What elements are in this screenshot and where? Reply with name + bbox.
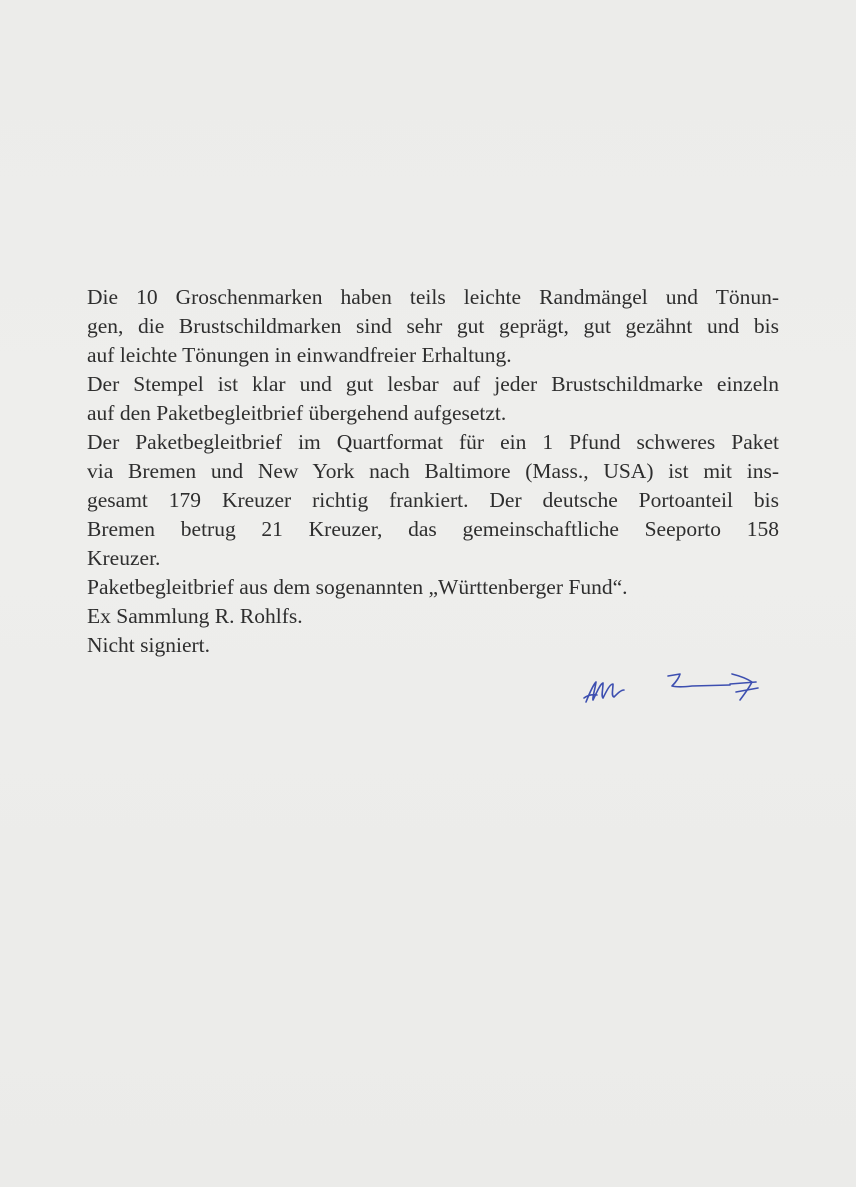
text-line: Der Stempel ist klar und gut lesbar auf jeder Brustschildmarke einzeln [87, 372, 779, 396]
text-line: Kreuzer. [87, 546, 161, 570]
text-line: Der Paketbegleitbrief im Quartformat für ein 1 Pfund schweres Paket [87, 430, 779, 454]
text-line: gen, die Brustschildmarken sind sehr gut geprägt, gut gezähnt und bis [87, 314, 779, 338]
text-line: auf den Paketbegleitbrief übergehend aufgesetzt. [87, 401, 507, 425]
text-line: Ex Sammlung R. Rohlfs. [87, 604, 303, 628]
handwritten-signature [580, 662, 780, 712]
text-line: gesamt 179 Kreuzer richtig frankiert. Der deutsche Portoanteil bis [87, 488, 779, 512]
text-line: Bremen betrug 21 Kreuzer, das gemeinschaftliche Seeporto 158 [87, 517, 779, 541]
text-line: Die 10 Groschenmarken haben teils leichte Randmängel und Tönun- [87, 285, 779, 309]
text-line: auf leichte Tönungen in einwandfreier Erhaltung. [87, 343, 512, 367]
text-line: Paketbegleitbrief aus dem sogenannten „Württenberger Fund“. [87, 575, 628, 599]
text-line: via Bremen und New York nach Baltimore (Mass., USA) ist mit ins- [87, 459, 779, 483]
document-body [87, 283, 779, 660]
text-line: Nicht signiert. [87, 633, 211, 657]
